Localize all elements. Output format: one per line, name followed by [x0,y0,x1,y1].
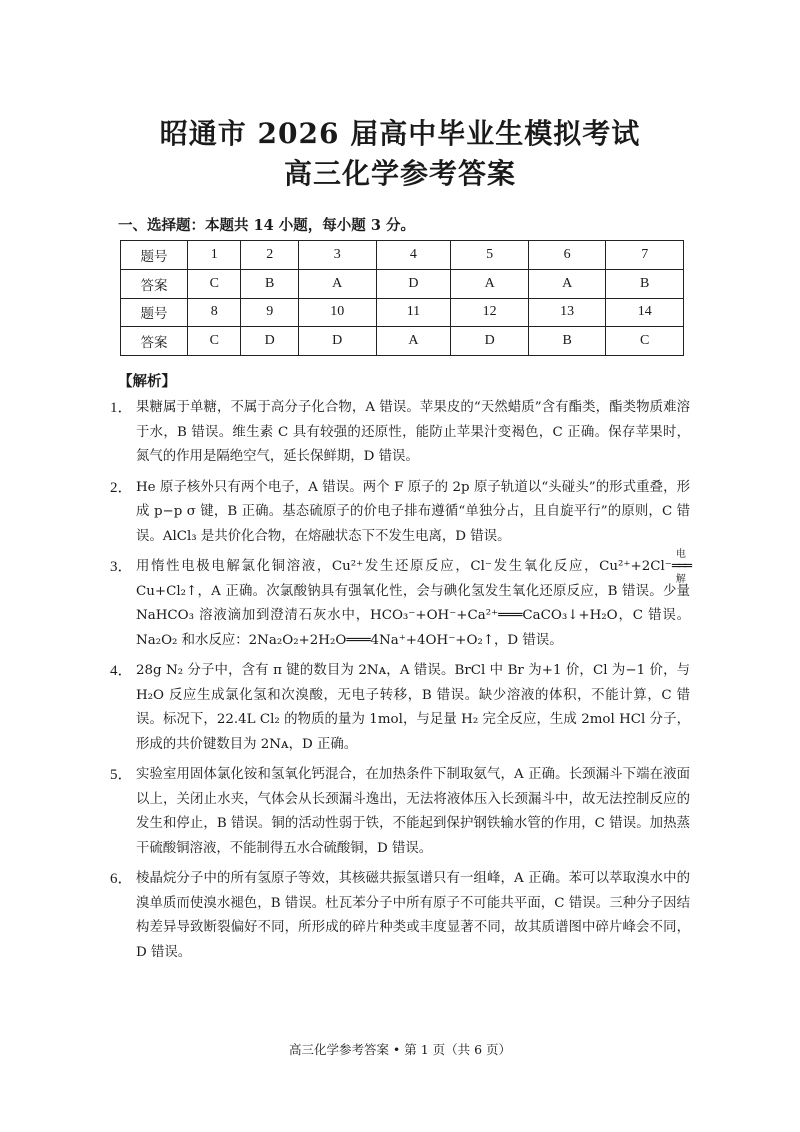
item-text: 果糖属于单糖，不属于高分子化合物，A 错误。苹果皮的“天然蜡质”含有酯类，酯类物质难溶于水，B 错误。维生素 C 具有较强的还原性，能防止苹果汁变褐色，C 正确。保存苹果时，氮气的作用是隔绝空气，延长保鲜期，D 错误。 [136,400,690,464]
analysis-item-5 [110,763,690,861]
table-cell: B [528,327,606,356]
table-cell: 1 [188,241,241,270]
analysis-item-2 [110,476,690,550]
table-cell: 3 [298,241,376,270]
table-cell: A [376,327,451,356]
section-heading: 一、选择题：本题共 14 小题，每小题 3 分。 [118,217,415,234]
table-cell: B [606,269,684,298]
item-text-part-b: Cu+Cl₂↑，A 正确。次氯酸钠具有强氧化性，会与碘化氢发生氧化还原反应，B 错误。少量 NaHCO₃ 溶液滴加到澄清石灰水中，HCO₃⁻+OH⁻+Ca²⁺═══CaCO₃↓+H₂O，C 错误。Na₂O₂ 和水反应：2Na₂O₂+2H₂O═══4Na⁺+4OH⁻+O₂↑，D 错误。 [136,583,690,648]
table-row [121,241,684,270]
table-cell: D [298,327,376,356]
row-header-cell: 题号 [121,241,188,270]
table-cell: A [528,269,606,298]
table-row [121,298,684,327]
table-cell: C [188,327,241,356]
table-row [121,327,684,356]
page-footer: 高三化学参考答案 • 第 1 页（共 6 页） [288,1042,512,1057]
item-number: 1． [110,400,133,416]
item-text: 28g N₂ 分子中，含有 π 键的数目为 2Nᴀ，A 错误。BrCl 中 Br 为+1 价，Cl 为−1 价，与 H₂O 反应生成氯化氢和次溴酸，无电子转移，B 错误。缺少溶液的体积，不能计算，C 错误。标况下，22.4L Cl₂ 的物质的量为 1mol，与足量 H₂ 完全反应，生成 2mol HCl 分子，形成的共价键数目为 2Nᴀ，D 正确。 [136,663,690,752]
analysis-item-1 [110,396,690,470]
table-cell: D [241,327,299,356]
electrolysis-arrow: 电解 ═══ [672,555,690,580]
reaction-condition: 电解 [675,549,686,585]
table-cell: A [451,269,529,298]
table-cell: 10 [298,298,376,327]
row-header-cell: 题号 [121,298,188,327]
table-cell: 6 [528,241,606,270]
row-header-cell: 答案 [121,327,188,356]
item-text: 实验室用固体氯化铵和氢氧化钙混合，在加热条件下制取氨气，A 正确。长颈漏斗下端在液面以上，关闭止水夹，气体会从长颈漏斗逸出，无法将液体压入长颈漏斗中，故无法控制反应的发生和停止，B 错误。铜的活动性弱于铁，不能起到保护钢铁输水管的作用，C 错误。加热蒸干硫酸铜溶液，不能制得五水合硫酸铜，D 错误。 [136,767,690,856]
table-cell: 12 [451,298,529,327]
analysis-heading: 【解析】 [118,373,176,390]
analysis-item-6 [110,867,690,965]
table-cell: 13 [528,298,606,327]
item-number: 5． [110,767,133,783]
table-cell: 11 [376,298,451,327]
table-cell: C [606,327,684,356]
table-cell: 14 [606,298,684,327]
item-text: 棱晶烷分子中的所有氢原子等效，其核磁共振氢谱只有一组峰，A 正确。苯可以萃取溴水中的溴单质而使溴水褪色，B 错误。杜瓦苯分子中所有原子不可能共平面，C 错误。三种分子因结构差异导致断裂偏好不同，所形成的碎片种类或丰度显著不同，故其质谱图中碎片峰会不同，D 错误。 [136,871,690,960]
page-title: 昭通市 2026 届高中毕业生模拟考试 [159,117,641,150]
table-cell: C [188,269,241,298]
table-cell: 7 [606,241,684,270]
row-header-cell: 答案 [121,269,188,298]
table-cell: 2 [241,241,299,270]
page-subtitle: 高三化学参考答案 [283,157,516,190]
table-cell: D [376,269,451,298]
table-cell: 4 [376,241,451,270]
analysis-list [110,396,690,971]
item-number: 3． [110,559,133,575]
table-cell: D [451,327,529,356]
item-text-part-a: 用惰性电极电解氯化铜溶液，Cu²⁺发生还原反应，Cl⁻发生氧化反应，Cu²⁺+2Cl⁻ [136,559,672,574]
item-number: 6． [110,871,133,887]
table-cell: 5 [451,241,529,270]
table-cell: B [241,269,299,298]
item-text: He 原子核外只有两个电子，A 错误。两个 F 原子的 2p 原子轨道以“头碰头”的形式重叠，形成 p−p σ 键，B 正确。基态硫原子的价电子排布遵循“单独分占，且自旋平行”的原则，C 错误。AlCl₃ 是共价化合物，在熔融状态下不发生电离，D 错误。 [136,479,690,544]
table-cell: 8 [188,298,241,327]
analysis-item-3 [110,549,690,653]
item-number: 4． [110,663,133,679]
table-cell: 9 [241,298,299,327]
table-cell: A [298,269,376,298]
answer-table [120,240,684,356]
item-number: 2． [110,479,133,496]
table-row [121,269,684,298]
analysis-item-4 [110,659,690,757]
item-text [136,549,690,653]
